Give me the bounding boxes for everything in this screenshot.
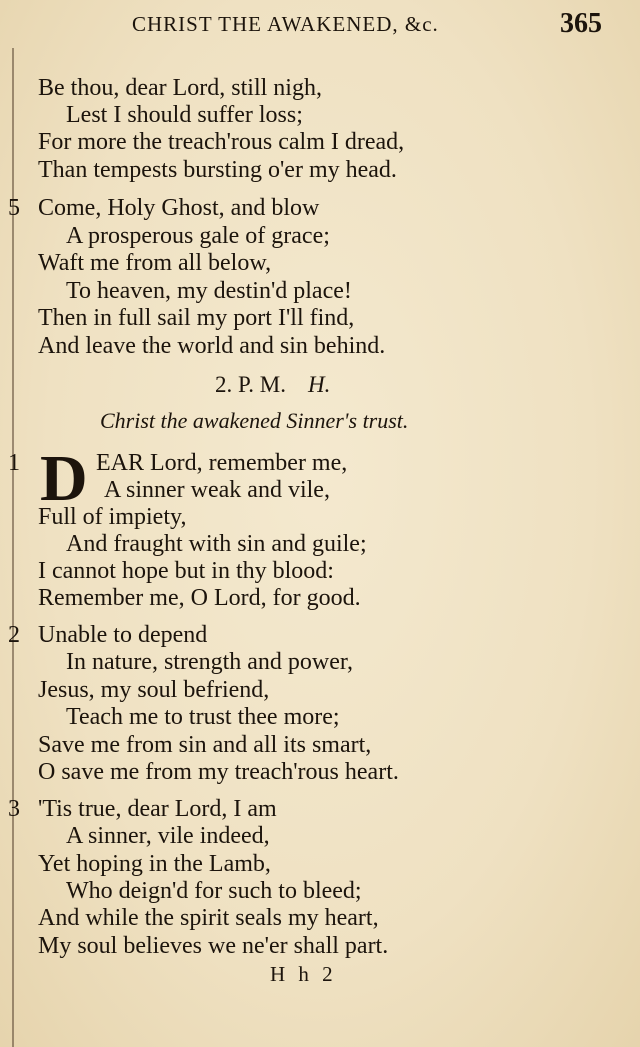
verse-line: Remember me, O Lord, for good. [38,585,361,611]
stanza-number: 2 [8,622,20,648]
verse-line: Lest I should suffer loss; [66,102,303,128]
page-header [0,8,640,42]
verse-line: A sinner weak and vile, [104,477,330,503]
verse-line: Then in full sail my port I'll find, [38,305,355,331]
verse-line: And fraught with sin and guile; [66,531,367,557]
verse-line: Than tempests bursting o'er my head. [38,157,397,183]
verse-line: For more the treach'rous calm I dread, [38,129,405,155]
stanza-number: 5 [8,195,20,221]
verse-line: 'Tis true, dear Lord, I am [38,796,277,822]
verse-line: And leave the world and sin behind. [38,333,386,359]
verse-line: Who deign'd for such to bleed; [66,878,362,904]
hymn-heading [215,372,330,398]
verse-line: A sinner, vile indeed, [66,823,270,849]
verse-line: Come, Holy Ghost, and blow [38,195,320,221]
verse-line: EAR Lord, remember me, [96,450,348,476]
verse-line: I cannot hope but in thy blood: [38,558,334,584]
verse-line: Jesus, my soul befriend, [38,677,270,703]
verse-line: Yet hoping in the Lamb, [38,851,271,877]
verse-line: Unable to depend [38,622,208,648]
verse-line: Be thou, dear Lord, still nigh, [38,75,322,101]
verse-line: And while the spirit seals my heart, [38,905,379,931]
verse-line: My soul believes we ne'er shall part. [38,933,389,959]
drop-cap: D [40,442,88,515]
verse-line: O save me from my treach'rous heart. [38,759,399,785]
signature-mark: H h 2 [270,962,337,986]
running-title: CHRIST THE AWAKENED, &c. [132,12,439,36]
verse-line: To heaven, my destin'd place! [66,278,352,304]
hymn-number-meter: 2. P. M. [215,372,286,397]
hymn-subtitle: Christ the awakened Sinner's trust. [100,408,409,433]
verse-line: Save me from sin and all its smart, [38,732,372,758]
verse-line: Teach me to trust thee more; [66,704,340,730]
verse-line: Waft me from all below, [38,250,272,276]
page-number: 365 [560,8,602,39]
stanza-number: 3 [8,796,20,822]
tune-mark: H. [307,372,331,397]
verse-line: A prosperous gale of grace; [66,223,330,249]
verse-line: In nature, strength and power, [66,649,353,675]
stanza-number: 1 [8,450,20,476]
verse-line: Full of impiety, [38,504,187,530]
